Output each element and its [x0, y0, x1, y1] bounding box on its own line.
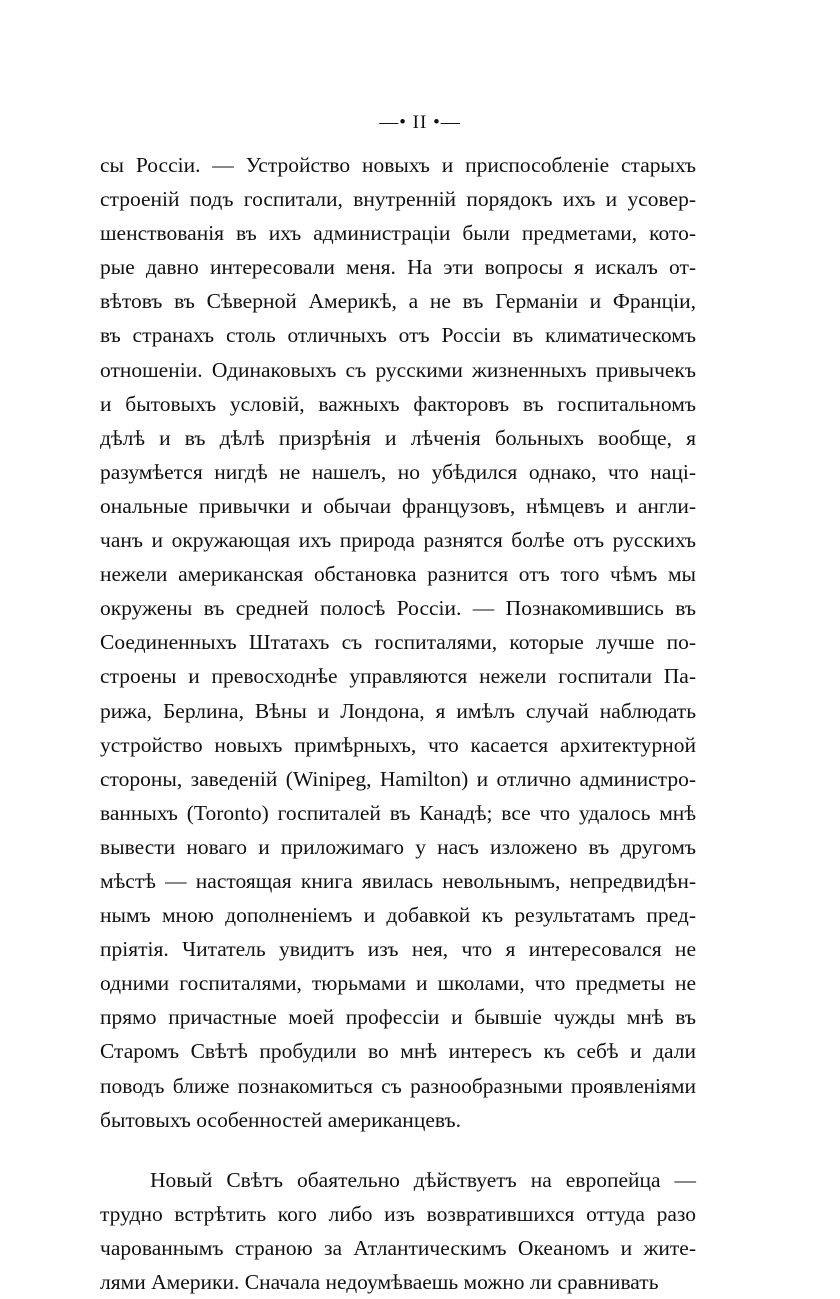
text-line: строены и превосходнѣе управляются нежели госпитали Па-: [100, 664, 696, 689]
text-line: одними госпиталями, тюрьмами и школами, что предметы не: [100, 971, 696, 996]
text-line: сы Россіи. — Устройство новыхъ и приспособленіе старыхъ: [100, 153, 696, 177]
text-line: стороны, заведеній (Winipeg, Hamilton) и отлично администро-: [100, 766, 696, 791]
paragraph-2: [100, 1163, 696, 1299]
text-line: мѣстѣ — настоящая книга явилась невольнымъ, непредвидѣн-: [100, 868, 696, 893]
text-line: строеній подъ госпитали, внутренній порядокъ ихъ и усовер-: [100, 187, 696, 212]
text-line: рижа, Берлина, Вѣны и Лондона, я имѣлъ случай наблюдать: [100, 698, 696, 723]
text-line: вѣтовъ въ Сѣверной Америкѣ, а не въ Германіи и Франціи,: [100, 289, 696, 314]
text-line: въ странахъ столь отличныхъ отъ Россіи въ климатическомъ: [100, 323, 696, 348]
text-line: лями Америки. Сначала недоумѣваешь можно ли сравнивать: [100, 1270, 659, 1294]
text-line: Новый Свѣтъ обаятельно дѣйствуетъ на европейца —: [150, 1167, 696, 1192]
text-line: прямо причастные моей профессіи и бывшіе чужды мнѣ въ: [100, 1005, 696, 1030]
text-line: трудно встрѣтить кого либо изъ возвратившихся оттуда разо: [100, 1201, 696, 1226]
text-line: нымъ мною дополненіемъ и добавкой къ результатамъ пред-: [100, 903, 696, 928]
text-line: и бытовыхъ условій, важныхъ факторовъ въ госпитальномъ: [100, 391, 696, 416]
text-line: вывести новаго и приложимаго у насъ изложено въ другомъ: [100, 834, 696, 859]
text-line: ональные привычки и обычаи французовъ, нѣмцевъ и англи-: [100, 493, 696, 518]
page-number: —• II •—: [379, 112, 461, 133]
text-line: рые давно интересовали меня. На эти вопросы я искалъ от-: [100, 255, 696, 280]
text-line: бытовыхъ особенностей американцевъ.: [100, 1107, 461, 1132]
text-line: Старомъ Свѣтѣ пробудили во мнѣ интересъ къ себѣ и дали: [100, 1039, 696, 1064]
text-line: чанъ и окружающая ихъ природа разнятся болѣе отъ русскихъ: [100, 528, 696, 553]
paragraph-1: [100, 148, 696, 1137]
text-line: разумѣется нигдѣ не нашелъ, но убѣдился однако, что наці-: [100, 459, 696, 484]
body-text: [100, 148, 696, 1299]
text-line: нежели американская обстановка разнится отъ того чѣмъ мы: [100, 562, 696, 587]
text-line: дѣлѣ и въ дѣлѣ призрѣнія и лѣченія больныхъ вообще, я: [100, 425, 696, 450]
text-line: устройство новыхъ примѣрныхъ, что касается архитектурной: [100, 732, 696, 757]
text-line: окружены въ средней полосѣ Россіи. — Познакомившись въ: [100, 596, 696, 621]
text-line: пріятія. Читатель увидитъ изъ нея, что я интересовался не: [100, 937, 696, 962]
text-line: поводъ ближе познакомиться съ разнообразными проявленіями: [100, 1073, 696, 1098]
text-line: Соединенныхъ Штатахъ съ госпиталями, которые лучше по-: [100, 630, 696, 655]
text-line: шенствованія въ ихъ администраціи были предметами, кото-: [100, 221, 696, 246]
text-line: отношеніи. Одинаковыхъ съ русскими жизненныхъ привычекъ: [100, 357, 696, 382]
text-line: ванныхъ (Toronto) госпиталей въ Канадѣ; все что удалось мнѣ: [100, 800, 696, 825]
text-line: чарованнымъ страною за Атлантическимъ Океаномъ и жите-: [100, 1235, 696, 1260]
